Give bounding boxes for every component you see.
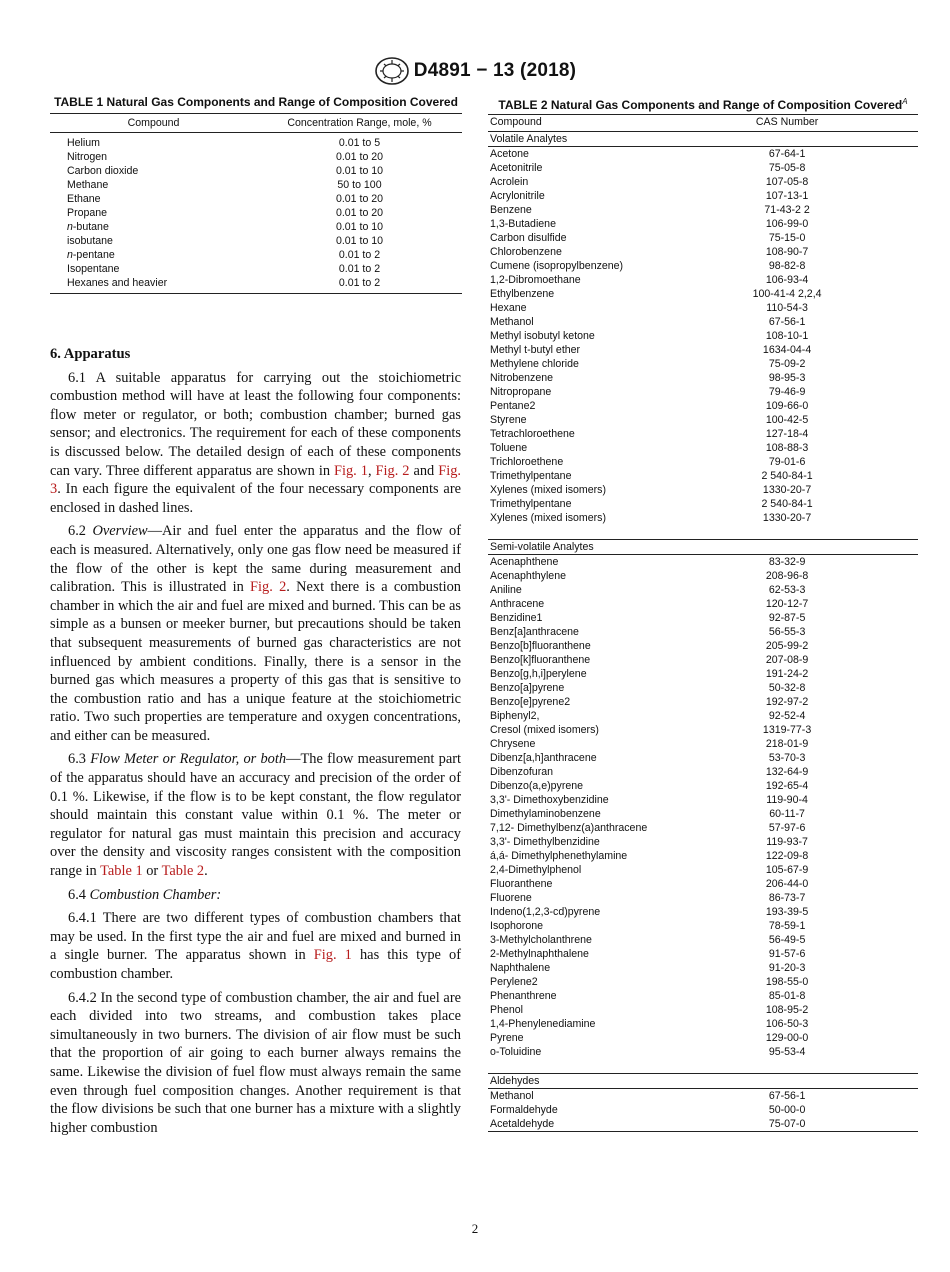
compound-cell: Benzo[g,h,i]perylene: [490, 668, 587, 680]
table-row: [488, 569, 918, 583]
cas-number-cell: 206-44-0: [765, 878, 809, 890]
cas-number-cell: 62-53-3: [768, 584, 806, 596]
cas-number-cell: 107-13-1: [765, 190, 809, 202]
table-row: [488, 343, 918, 357]
compound-cell: á,á- Dimethylphenethylamine: [490, 850, 628, 862]
cas-number-cell: 75-07-0: [768, 1118, 806, 1130]
cas-number-cell: 98-82-8: [768, 260, 806, 272]
section-heading: 6. Apparatus: [50, 346, 131, 362]
table-row: [50, 164, 462, 178]
page-number: 2: [471, 1221, 479, 1236]
compound-cell: Ethylbenzene: [490, 288, 555, 300]
cas-number-cell: 198-55-0: [765, 976, 809, 988]
compound-cell: Isopentane: [67, 263, 120, 275]
compound-cell: 7,12- Dimethylbenz(a)anthracene: [490, 822, 648, 834]
compound-cell: Cresol (mixed isomers): [490, 724, 599, 736]
cas-number-cell: 67-56-1: [768, 1090, 806, 1102]
compound-cell: Benz[a]anthracene: [490, 626, 579, 638]
compound-cell: Dibenzofuran: [490, 766, 554, 778]
table-row: [488, 961, 918, 975]
cas-number-cell: 108-90-7: [765, 246, 809, 258]
cas-number-cell: 119-90-4: [766, 794, 808, 806]
paragraph-6-4-2: [50, 989, 461, 1138]
section-spacer: [488, 1059, 918, 1074]
table-row: [488, 231, 918, 245]
compound-cell: Acetone: [490, 148, 529, 160]
compound-cell: Perylene2: [490, 976, 538, 988]
table-row: [488, 807, 918, 821]
cas-number-cell: 1330-20-7: [762, 484, 812, 496]
cas-number-cell: 218-01-9: [765, 738, 809, 750]
compound-cell: Tetrachloroethene: [490, 428, 575, 440]
cas-number-cell: 191-24-2: [765, 668, 809, 680]
link-fig-2[interactable]: Fig. 2: [375, 462, 410, 479]
table-row: [488, 863, 918, 877]
text-run: . In each figure the equivalent of the four necessary components are enclosed in dashed lines.: [50, 481, 461, 516]
table-row: [488, 821, 918, 835]
cas-number-cell: 86-73-7: [768, 892, 806, 904]
cas-number-cell: 50-00-0: [768, 1104, 806, 1116]
table-row: [488, 1045, 918, 1059]
column-header-cas-number: CAS Number: [656, 115, 918, 132]
compound-cell: Chrysene: [490, 738, 536, 750]
section-title: Semi-volatile Analytes: [488, 540, 918, 555]
cas-number-cell: 129-00-0: [765, 1032, 809, 1044]
section-title: Aldehydes: [488, 1074, 918, 1089]
cas-number-cell: 192-97-2: [765, 696, 809, 708]
table-row: [488, 933, 918, 947]
table-row: [488, 329, 918, 343]
compound-cell: o-Toluidine: [490, 1046, 542, 1058]
italic-prefix: n: [67, 249, 73, 261]
cas-number-cell: 78-59-1: [768, 920, 806, 932]
cas-number-cell: 192-65-4: [765, 780, 809, 792]
compound-cell: Anthracene: [490, 598, 545, 610]
compound-cell: Carbon dioxide: [67, 165, 139, 177]
compound-cell: Ethane: [67, 193, 101, 205]
compound-cell: Hexane: [490, 302, 527, 314]
cas-number-cell: 108-95-2: [765, 1004, 809, 1016]
compound-cell: Methanol: [490, 316, 534, 328]
table-row: [488, 399, 918, 413]
cas-number-cell: 71-43-2 2: [764, 204, 810, 216]
cas-number-cell: 85-01-8: [768, 990, 806, 1002]
paragraph-6-2: [50, 522, 461, 745]
table-row: [488, 583, 918, 597]
cas-number-cell: 106-50-3: [765, 1018, 809, 1030]
table-row: [50, 248, 462, 262]
table-row: [488, 681, 918, 695]
table-row: [488, 1117, 918, 1132]
table-row: [488, 751, 918, 765]
cas-number-cell: 100-42-5: [765, 414, 809, 426]
table-row: [488, 1089, 918, 1104]
cas-number-cell: 83-32-9: [768, 556, 806, 568]
table-row: [488, 555, 918, 570]
table-row: [488, 371, 918, 385]
table-row: [488, 975, 918, 989]
cas-number-cell: 207-08-9: [765, 654, 809, 666]
compound-cell: Acenaphthene: [490, 556, 559, 568]
table-row: [488, 905, 918, 919]
table-row: [488, 667, 918, 681]
compound-cell: Xylenes (mixed isomers): [490, 484, 606, 496]
table-row: [488, 469, 918, 483]
section-title-row: [488, 1074, 918, 1089]
link-table-2[interactable]: Table 2: [161, 863, 205, 880]
compound-cell: n-butane: [67, 221, 109, 233]
table-row: [488, 877, 918, 891]
table-row: [488, 695, 918, 709]
compound-cell: Acetaldehyde: [490, 1118, 555, 1130]
compound-cell: Toluene: [490, 442, 528, 454]
document-id: D4891 − 13 (2018): [413, 60, 577, 81]
caption-footnote-marker: A: [902, 97, 908, 106]
cas-number-cell: 75-09-2: [768, 358, 806, 370]
text-run: —Air and fuel enter the apparatus and the flow of each is measured. Alternatively, only one gas flow need be measured if the flow of the other is kept the same during measurement and calibration. This is illustrated in: [50, 523, 461, 596]
paragraph-title: Overview: [92, 523, 148, 540]
concentration-cell: 0.01 to 10: [335, 235, 384, 247]
table-row: [488, 723, 918, 737]
table-row: [488, 653, 918, 667]
compound-cell: Xylenes (mixed isomers): [490, 512, 606, 524]
table-row: [488, 497, 918, 511]
compound-cell: Benzo[e]pyrene2: [490, 696, 571, 708]
text-run: . Next there is a combustion chamber in which the air and fuel are mixed and burned. This can be as simple as a bunsen or meeker burner, but precautions should be taken that subsequent measurements of burned gas characteristics are not influenced by ambient conditions. Finally, there is a sensor in the burned gas which measures a property of this gas that is sensitive to the combustion ratio and has a unique feature at the stoichiometric ratio. Two such properties are temperature and oxygen concentrations, and either can be measured.: [50, 579, 461, 744]
cas-number-cell: 127-18-4: [765, 428, 809, 440]
compound-cell: Styrene: [490, 414, 527, 426]
cas-number-cell: 122-09-8: [765, 850, 809, 862]
spacer-cell: [488, 1059, 918, 1074]
compound-cell: 3,3'- Dimethoxybenzidine: [490, 794, 609, 806]
cas-number-cell: 60-11-7: [769, 808, 805, 820]
paragraph-6-4: [50, 886, 461, 905]
paragraph-title: Combustion Chamber:: [89, 886, 222, 903]
compound-cell: Fluorene: [490, 892, 532, 904]
cas-number-cell: 106-93-4: [765, 274, 809, 286]
table-row: [50, 220, 462, 234]
compound-cell: Dibenz[a,h]anthracene: [490, 752, 597, 764]
compound-cell: Nitrogen: [67, 151, 108, 163]
table-row: [488, 147, 918, 162]
table-row: [488, 947, 918, 961]
compound-cell: Methylene chloride: [490, 358, 579, 370]
cas-number-cell: 2 540-84-1: [761, 470, 813, 482]
compound-cell: 1,4-Phenylenediamine: [490, 1018, 596, 1030]
text-run: 6.2: [68, 523, 93, 540]
table-row: [488, 385, 918, 399]
cas-number-cell: 50-32-8: [768, 682, 806, 694]
italic-prefix: n: [67, 221, 73, 233]
text-run: 6.3: [68, 751, 91, 768]
text-run: ,: [367, 462, 376, 479]
compound-cell: Benzo[a]pyrene: [490, 682, 565, 694]
cas-number-cell: 75-15-0: [768, 232, 806, 244]
cas-number-cell: 92-52-4: [768, 710, 806, 722]
text-run: 6.1 A suitable apparatus for carrying out the stoichiometric combustion method will have at least the following four components: flow meter or regulator, or both; combustion chamber; burned gas sensor; and electronics. The requirement for each of these components is discussed below. The detailed design of each of these components can vary. Three different apparatus are shown in: [50, 369, 461, 479]
compound-cell: Aniline: [490, 584, 522, 596]
compound-cell: Formaldehyde: [490, 1104, 558, 1116]
compound-cell: Dibenzo(a,e)pyrene: [490, 780, 584, 792]
page-header: [0, 56, 950, 86]
table-row: [50, 276, 462, 294]
text-run: has this type of combustion chamber.: [50, 947, 461, 982]
compound-cell: Phenanthrene: [490, 990, 557, 1002]
concentration-cell: 0.01 to 2: [338, 263, 381, 275]
table-2-caption: [488, 95, 918, 112]
cas-number-cell: 1319-77-3: [762, 724, 812, 736]
concentration-cell: 50 to 100: [337, 179, 382, 191]
cas-number-cell: 105-67-9: [765, 864, 809, 876]
compound-cell: Trimethylpentane: [490, 498, 572, 510]
spacer-cell: [488, 525, 918, 540]
compound-cell: Dimethylaminobenzene: [490, 808, 601, 820]
compound-cell: Indeno(1,2,3-cd)pyrene: [490, 906, 601, 918]
compound-cell: 3-Methylcholanthrene: [490, 934, 592, 946]
table-row: [488, 989, 918, 1003]
table-row: [488, 161, 918, 175]
concentration-cell: 0.01 to 5: [338, 137, 381, 149]
compound-cell: Helium: [67, 137, 100, 149]
table-row: [488, 597, 918, 611]
table-row: [50, 178, 462, 192]
text-run: 6.4.2 In the second type of combustion chamber, the air and fuel are each divided into two streams, and combustion takes place simultaneously in two burners. The division of air flow must be such that the proportion of air going to each burner always remains the same. Likewise the division of fuel flow must always remain the same even through fuel composition changes. Another requirement is that the flow divisions be such that one burner has a mixture with a slightly higher combustion: [50, 989, 461, 1136]
paragraph-6-1: [50, 369, 461, 518]
cas-number-cell: 95-53-4: [768, 1046, 806, 1058]
cas-number-cell: 53-70-3: [768, 752, 806, 764]
table-1-grid: [50, 113, 462, 294]
table-row: [488, 483, 918, 497]
compound-cell: Biphenyl2,: [490, 710, 540, 722]
table-row: [50, 133, 462, 151]
table-row: [488, 413, 918, 427]
table-row: [488, 511, 918, 525]
table-1-caption: TABLE 1 Natural Gas Components and Range of Composition Covered: [54, 95, 458, 109]
table-row: [488, 259, 918, 273]
cas-number-cell: 132-64-9: [765, 766, 809, 778]
cas-number-cell: 67-56-1: [768, 316, 806, 328]
table-row: [488, 611, 918, 625]
table-row: [488, 639, 918, 653]
compound-cell: Nitrobenzene: [490, 372, 554, 384]
table-row: [488, 919, 918, 933]
compound-cell: 1,3-Butadiene: [490, 218, 556, 230]
compound-cell: Cumene (isopropylbenzene): [490, 260, 624, 272]
compound-cell: isobutane: [67, 235, 113, 247]
cas-number-cell: 107-05-8: [765, 176, 809, 188]
cas-number-cell: 108-10-1: [765, 330, 809, 342]
link-table-1[interactable]: Table 1: [100, 863, 143, 880]
compound-cell: Propane: [67, 207, 108, 219]
cas-number-cell: 56-55-3: [768, 626, 806, 638]
column-header-compound: Compound: [50, 114, 257, 133]
cas-number-cell: 1330-20-7: [762, 512, 812, 524]
compound-cell: Acrolein: [490, 176, 529, 188]
compound-cell: Phenol: [490, 1004, 523, 1016]
table-1: [50, 95, 462, 294]
table-row: [488, 625, 918, 639]
text-run: 6.4: [68, 886, 90, 903]
compound-cell: Isophorone: [490, 920, 544, 932]
compound-cell: Hexanes and heavier: [67, 277, 168, 289]
table-row: [488, 203, 918, 217]
section-title-row: [488, 540, 918, 555]
paragraph-6-3: [50, 750, 461, 880]
table-row: [488, 1103, 918, 1117]
cas-number-cell: 98-95-3: [768, 372, 806, 384]
cas-number-cell: 57-97-6: [768, 822, 806, 834]
table-2-body: [488, 132, 918, 1132]
table-row: [488, 1003, 918, 1017]
table-row: [50, 192, 462, 206]
table-row: [488, 849, 918, 863]
compound-cell: Benzene: [490, 204, 532, 216]
cas-number-cell: 205-99-2: [765, 640, 809, 652]
cas-number-cell: 56-49-5: [768, 934, 806, 946]
cas-number-cell: 75-05-8: [768, 162, 806, 174]
table-row: [488, 427, 918, 441]
cas-number-cell: 110-54-3: [766, 302, 808, 314]
compound-cell: Benzo[k]fluoranthene: [490, 654, 591, 666]
cas-number-cell: 100-41-4 2,2,4: [752, 288, 822, 300]
concentration-cell: 0.01 to 20: [335, 193, 384, 205]
cas-number-cell: 120-12-7: [765, 598, 809, 610]
compound-cell: Chlorobenzene: [490, 246, 562, 258]
table-row: [488, 793, 918, 807]
table-row: [488, 1017, 918, 1031]
compound-cell: Acenaphthylene: [490, 570, 566, 582]
table-row: [488, 287, 918, 301]
cas-number-cell: 193-39-5: [765, 906, 809, 918]
compound-cell: Acrylonitrile: [490, 190, 545, 202]
compound-cell: Trichloroethene: [490, 456, 564, 468]
concentration-cell: 0.01 to 10: [335, 221, 384, 233]
table-row: [488, 765, 918, 779]
concentration-cell: 0.01 to 2: [338, 249, 381, 261]
caption-text: TABLE 2 Natural Gas Components and Range of Composition Covered: [498, 98, 903, 112]
text-run: —The flow measurement part of the apparatus should have an accuracy and precision of the order of 0.1 %. Likewise, if the flow is to be kept constant, the flow regulator should maintain this constant value within 0.1 %. The meter or regulator for natural gas must maintain this precision and accuracy over the density and viscosity ranges consistent with the composition range in: [50, 751, 462, 880]
compound-cell: 3,3'- Dimethylbenzidine: [490, 836, 600, 848]
text-run: or: [142, 863, 162, 880]
table-row: [50, 234, 462, 248]
compound-cell: Methane: [67, 179, 109, 191]
cas-number-cell: 106-99-0: [765, 218, 809, 230]
compound-cell: Benzo[b]fluoranthene: [490, 640, 591, 652]
paragraph-title: Flow Meter or Regulator, or both: [90, 751, 287, 768]
compound-cell: Acetonitrile: [490, 162, 543, 174]
text-run: 6.4.1 There are two different types of combustion chambers that may be used. In the first type the air and fuel are mixed and burned in a single burner. The apparatus shown in: [50, 910, 461, 964]
table-row: [488, 737, 918, 751]
cas-number-cell: 79-01-6: [768, 456, 806, 468]
section-spacer: [488, 525, 918, 540]
table-row: [50, 150, 462, 164]
cas-number-cell: 2 540-84-1: [761, 498, 813, 510]
compound-cell: Pyrene: [490, 1032, 524, 1044]
link-fig-2[interactable]: Fig. 2: [250, 579, 287, 596]
compound-cell: Trimethylpentane: [490, 470, 572, 482]
cas-number-cell: 91-20-3: [768, 962, 806, 974]
compound-cell: Methanol: [490, 1090, 534, 1102]
table-row: [488, 709, 918, 723]
compound-cell: 1,2-Dibromoethane: [490, 274, 581, 286]
concentration-cell: 0.01 to 2: [338, 277, 381, 289]
table-row: [488, 835, 918, 849]
link-fig-3[interactable]: Fig. 3: [50, 462, 462, 498]
cas-number-cell: 109-66-0: [765, 400, 809, 412]
table-row: [488, 891, 918, 905]
link-fig-1[interactable]: Fig. 1: [333, 462, 368, 479]
compound-cell: Fluoranthene: [490, 878, 553, 890]
table-row: [50, 262, 462, 276]
cas-number-cell: 119-93-7: [766, 836, 808, 848]
compound-cell: 2,4-Dimethylphenol: [490, 864, 582, 876]
compound-cell: Carbon disulfide: [490, 232, 567, 244]
compound-cell: Pentane2: [490, 400, 536, 412]
cas-number-cell: 1634-04-4: [762, 344, 812, 356]
table-row: [488, 441, 918, 455]
compound-cell: n-pentane: [67, 249, 115, 261]
section-title: Volatile Analytes: [488, 132, 918, 147]
compound-cell: 2-Methylnaphthalene: [490, 948, 589, 960]
table-1-body: [50, 133, 462, 294]
compound-cell: Methyl isobutyl ketone: [490, 330, 595, 342]
table-row: [488, 301, 918, 315]
table-row: [488, 455, 918, 469]
section-title-row: [488, 132, 918, 147]
cas-number-cell: 67-64-1: [768, 148, 806, 160]
section-apparatus: [50, 345, 461, 1142]
cas-number-cell: 108-88-3: [765, 442, 809, 454]
text-run: and: [409, 462, 439, 479]
compound-cell: Naphthalene: [490, 962, 551, 974]
cas-number-cell: 91-57-6: [768, 948, 806, 960]
table-row: [488, 315, 918, 329]
link-fig-1[interactable]: Fig. 1: [313, 947, 352, 964]
table-row: [488, 217, 918, 231]
table-row: [488, 273, 918, 287]
table-row: [488, 245, 918, 259]
text-run: .: [204, 863, 208, 880]
paragraph-6-4-1: [50, 909, 461, 983]
concentration-cell: 0.01 to 10: [335, 165, 384, 177]
cas-number-cell: 92-87-5: [768, 612, 806, 624]
table-row: [50, 206, 462, 220]
astm-logo-icon: [374, 56, 410, 86]
table-row: [488, 779, 918, 793]
table-row: [488, 357, 918, 371]
table-row: [488, 189, 918, 203]
compound-cell: Methyl t-butyl ether: [490, 344, 581, 356]
cas-number-cell: 79-46-9: [768, 386, 806, 398]
column-header-compound: Compound: [488, 115, 656, 132]
cas-number-cell: 208-96-8: [765, 570, 809, 582]
column-header-concentration: Concentration Range, mole, %: [257, 114, 462, 133]
table-2: [488, 95, 918, 1132]
concentration-cell: 0.01 to 20: [335, 207, 384, 219]
table-row: [488, 175, 918, 189]
table-2-grid: [488, 114, 918, 1132]
compound-cell: Benzidine1: [490, 612, 543, 624]
concentration-cell: 0.01 to 20: [335, 151, 384, 163]
table-row: [488, 1031, 918, 1045]
compound-cell: Nitropropane: [490, 386, 552, 398]
